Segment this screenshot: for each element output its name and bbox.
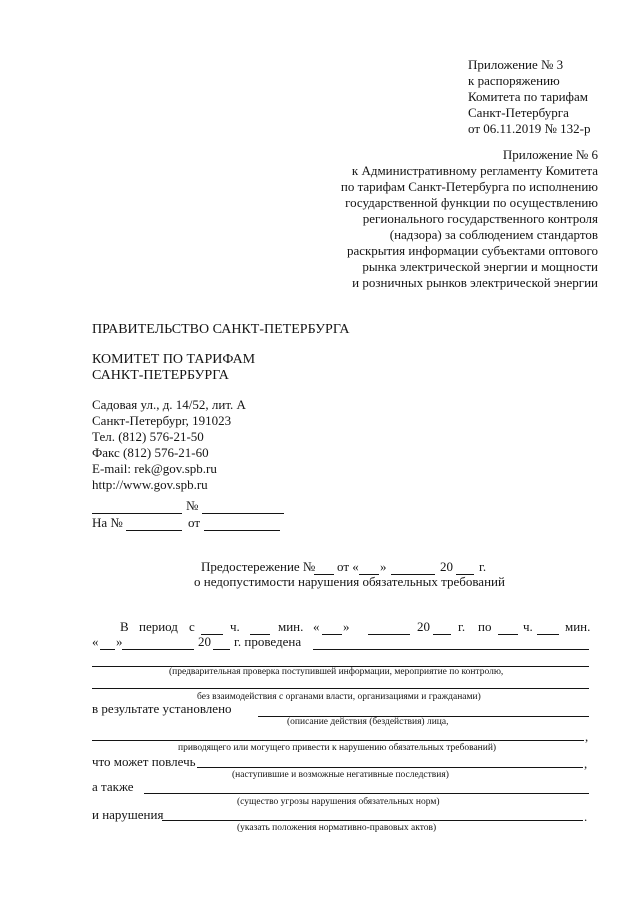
appendix-6-line: регионального государственного контроля — [362, 211, 598, 226]
period-end-quote-open: « — [92, 634, 99, 649]
period-end-year-field[interactable] — [213, 649, 230, 650]
consequences-field[interactable] — [197, 767, 583, 768]
ref-date-field[interactable] — [204, 530, 280, 531]
legal-provisions-note: (указать положения нормативно-правовых актов) — [237, 823, 437, 833]
check-type-field-2[interactable] — [92, 688, 589, 689]
consequences-comma: , — [584, 756, 588, 771]
period-end-month-field[interactable] — [122, 649, 194, 650]
address-line: Садовая ул., д. 14/52, лит. А — [92, 397, 246, 412]
period-end-hours-label: ч. — [523, 619, 533, 634]
period-end-twenty: 20 — [198, 634, 211, 649]
period-quote-close: » — [343, 619, 350, 634]
violation-note: приводящего или могущего привести к нарушению обязательных требований) — [178, 743, 497, 753]
consequences-note: (наступившие и возможные негативные последствия) — [232, 770, 449, 780]
period-end-minute-field[interactable] — [537, 634, 559, 635]
period-word: период — [139, 619, 178, 634]
appendix-3-block — [468, 57, 591, 137]
period-from: с — [189, 619, 195, 634]
legal-provisions-field[interactable] — [162, 820, 583, 821]
appendix-6-line: по тарифам Санкт-Петербурга по исполнению — [340, 179, 598, 194]
period-end-day-field[interactable] — [100, 649, 115, 650]
may-lead-label: что может повлечь — [92, 754, 196, 769]
period-minutes-label: мин. — [278, 619, 304, 634]
appendix-6-line: (надзора) за соблюдением стандартов — [389, 227, 598, 242]
address-line: Тел. (812) 576-21-50 — [92, 429, 204, 444]
period-hours-label: ч. — [230, 619, 240, 634]
action-note: (описание действия (бездействия) лица, — [287, 717, 449, 727]
address-line: Факс (812) 576-21-60 — [92, 445, 209, 460]
address-line: Санкт-Петербург, 191023 — [92, 413, 232, 428]
committee-name-line: САНКТ-ПЕТЕРБУРГА — [92, 368, 229, 383]
period-end-hour-field[interactable] — [498, 634, 518, 635]
warning-quote-close: » — [380, 559, 387, 574]
address-line: E-mail: rek@gov.spb.ru — [92, 461, 217, 476]
ref-from-label: от — [188, 515, 201, 530]
government-name: ПРАВИТЕЛЬСТВО САНКТ-ПЕТЕРБУРГА — [92, 322, 350, 337]
warning-year-suffix: г. — [479, 559, 487, 574]
period-start-month-field[interactable] — [368, 634, 410, 635]
period-year-label: г. — [458, 619, 466, 634]
period-end-minutes-label: мин. — [565, 619, 591, 634]
appendix-6-block — [341, 147, 598, 291]
reg-date-field[interactable] — [92, 513, 182, 514]
warning-year-prefix: 20 — [440, 559, 453, 574]
appendix-3-line: Комитета по тарифам — [468, 89, 588, 104]
ref-number-field[interactable] — [126, 530, 182, 531]
appendix-6-line: рынка электрической энергии и мощности — [362, 259, 598, 274]
reg-number-sign: № — [186, 498, 199, 513]
also-label: а также — [92, 779, 134, 794]
warning-subtitle: о недопустимости нарушения обязательных требований — [194, 574, 505, 589]
committee-name-line: КОМИТЕТ ПО ТАРИФАМ — [92, 352, 256, 367]
action-comma: , — [585, 729, 589, 744]
conducted-field[interactable] — [313, 649, 589, 650]
threat-note: (существо угрозы нарушения обязательных норм) — [237, 797, 440, 807]
ref-number-label: На № — [92, 515, 123, 530]
reg-number-field[interactable] — [202, 513, 284, 514]
appendix-6-line: государственной функции по осуществлению — [345, 195, 598, 210]
period-quote-open: « — [313, 619, 320, 634]
period-twenty: 20 — [417, 619, 430, 634]
threat-field[interactable] — [144, 793, 589, 794]
period-start-year-field[interactable] — [433, 634, 451, 635]
appendix-6-line: Приложение № 6 — [502, 147, 598, 162]
address-line: http://www.gov.spb.ru — [92, 477, 208, 492]
period-word-v: В — [120, 619, 129, 634]
conducted-label: г. проведена — [234, 634, 302, 649]
and-violation-label: и нарушения — [92, 807, 164, 822]
address-block — [92, 397, 246, 493]
appendix-3-line: к распоряжению — [468, 73, 560, 88]
period-to-label: по — [478, 619, 492, 634]
appendix-3-line: от 06.11.2019 № 132-р — [468, 121, 591, 136]
appendix-6-line: раскрытия информации субъектами оптового — [346, 243, 598, 258]
check-type-note: (предварительная проверка поступившей информации, мероприятие по контролю, — [169, 667, 504, 677]
interaction-note: без взаимодействия с органами власти, организациями и гражданами) — [197, 692, 481, 702]
appendix-6-line: и розничных рынков электрической энергии — [352, 275, 598, 290]
action-field[interactable] — [92, 740, 584, 741]
appendix-3-line: Санкт-Петербурга — [468, 105, 569, 120]
established-label: в результате установлено — [92, 701, 232, 716]
warning-title-prefix: Предостережение № — [201, 559, 316, 574]
period-end-quote-close: » — [116, 634, 123, 649]
warning-from-label: от « — [337, 559, 359, 574]
legal-provisions-dot: . — [584, 809, 588, 824]
period-start-day-field[interactable] — [322, 634, 342, 635]
appendix-3-line: Приложение № 3 — [468, 57, 564, 72]
appendix-6-line: к Административному регламенту Комитета — [351, 163, 598, 178]
committee-name — [92, 352, 255, 384]
